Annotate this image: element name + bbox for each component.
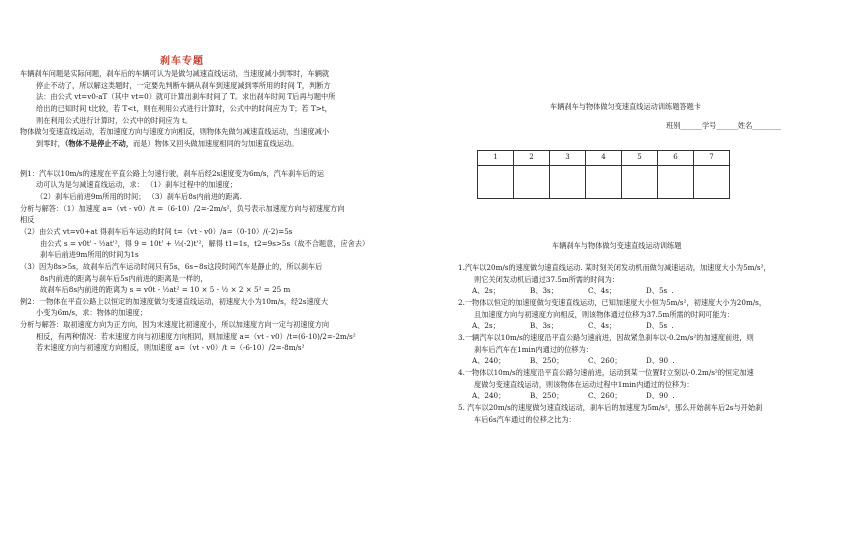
page-title: 刹车专题 bbox=[160, 56, 204, 67]
answer-cell bbox=[478, 166, 514, 199]
answer-cell bbox=[658, 166, 694, 199]
test-title: 车辆刹车与物体做匀变速直线运动训练题 bbox=[552, 241, 682, 250]
intro-line: 停止不动了，所以解这类题时，一定要先判断车辆从刹车到速度减到零所用的时间 T，判断方 bbox=[36, 80, 331, 90]
example1-line: 动可认为是匀减速直线运动，求： （1）刹车过程中的加速度； bbox=[36, 180, 237, 190]
student-info-line: 班别______学号______姓名________ bbox=[666, 121, 782, 130]
question-4 bbox=[458, 367, 838, 402]
option-d: D、5s . bbox=[646, 286, 674, 296]
answer-cell bbox=[550, 166, 586, 199]
answer-table-header-cell: 5 bbox=[622, 151, 658, 166]
question-line: 度做匀变速直线运动，则该物体在运动过程中1min内通过的位移为： bbox=[474, 379, 694, 389]
answer-card-title: 车辆刹车与物体做匀变速直线运动训练题答题卡 bbox=[550, 102, 701, 111]
solution1-line: 分析与解答：（1）加速度 a=（vt - v0）/t =（6-10）/2=-2m/s²，负号表示加速度方向与初速度方向 bbox=[20, 203, 345, 213]
answer-table-header-cell: 1 bbox=[478, 151, 514, 166]
answer-table-header-cell: 6 bbox=[658, 151, 694, 166]
question-line: 2.一物体以恒定的加速度做匀变速直线运动，已知加速度大小恒为5m/s²，初速度大小为20m/s， bbox=[458, 297, 767, 307]
option-d: D、90 . bbox=[646, 356, 675, 366]
intro2-line: 物体做匀变速直线运动，若加速度方向与速度方向相反，则物体先做匀减速直线运动，当速度减小 bbox=[20, 127, 330, 137]
question-line: 刹车后汽车在1min内通过的位移为： bbox=[474, 344, 593, 354]
option-c: C、260； bbox=[588, 356, 622, 366]
example2-line: 小变为6m/s，求：物体的加速度； bbox=[36, 308, 147, 318]
option-c: C、4s； bbox=[588, 286, 617, 296]
question-line: 1.汽车以20m/s的速度做匀速直线运动. 某时刻关闭发动机而做匀减速运动，加速度大小为5m/s²， bbox=[458, 263, 771, 272]
answer-table-header-cell: 4 bbox=[586, 151, 622, 166]
solution2-line: 相反，有两种情况：若末速度方向与初速度方向相同，则加速度 a=（vt - v0）/t=(6-10)/2=-2m/s² bbox=[36, 331, 356, 341]
example2-line: 例2：一物体在平直公路上以恒定的加速度做匀变速直线运动，初速度大小为10m/s，经2s速度大 bbox=[20, 296, 329, 306]
option-b: B、3s； bbox=[530, 321, 558, 331]
solution2-line: 分析与解答：取初速度方向为正方向，因为末速度比初速度小，所以加速度方向一定与初速度方向 bbox=[20, 320, 330, 330]
answer-table-header-row bbox=[478, 151, 730, 166]
solution1-line: 故刹车后8s内前进的距离为 s = v0t - ½at² = 10 × 5 - ½ × 2 × 5² = 25 m bbox=[40, 285, 291, 295]
answer-table-header-cell: 7 bbox=[694, 151, 730, 166]
intro-line: 给出的已知时间 t比较，若 T<t，则在利用公式进行计算时，公式中的时间应为 T；若 T>t， bbox=[36, 103, 332, 113]
option-b: B、3s； bbox=[530, 286, 558, 296]
question-options bbox=[458, 320, 838, 332]
example1-line: （2）刹车后前进9m所用的时间； （3）刹车后8s内前进的距离. bbox=[36, 191, 242, 201]
answer-table-header-cell: 3 bbox=[550, 151, 586, 166]
answer-cell bbox=[622, 166, 658, 199]
question-5 bbox=[458, 402, 838, 425]
question-line: 3.一辆汽车以10m/s的速度沿平直公路匀速前进，因故紧急刹车以-0.2m/s²的加速度前进，则 bbox=[458, 332, 754, 342]
question-3 bbox=[458, 332, 838, 367]
option-a: A、2s； bbox=[472, 286, 500, 296]
solution1-line: 由公式 s = v0t' - ½at'²，得 9 = 10t' + ½(-2)t'²，解得 t1=1s，t2=9s>5s（故不合题意，应舍去） bbox=[40, 238, 370, 248]
question-2 bbox=[458, 297, 838, 332]
option-a: A、240； bbox=[472, 391, 506, 401]
left-column bbox=[20, 68, 420, 354]
answer-cell bbox=[586, 166, 622, 199]
solution1-line: （3）因为8s>5s，故刹车后汽车运动时间只有5s，6s~8s这段时间汽车是静止的，所以刹车后 bbox=[20, 261, 323, 271]
solution2-line: 若末速度方向与初速度方向相反，则加速度 a=（vt - v0）/t =（-6-10）/2=-8m/s² bbox=[36, 343, 305, 353]
question-line: 则它关闭发动机后通过37.5m所需的时间为： bbox=[474, 274, 620, 284]
option-a: A、2s； bbox=[472, 321, 500, 331]
emphasis-text: （物体不是停止不动， bbox=[64, 138, 134, 148]
option-b: B、250； bbox=[530, 356, 564, 366]
intro2-line: 到零时，（物体不是停止不动，而是）物体又回头做加速度相同的匀加速直线运动。 bbox=[36, 138, 299, 148]
answer-table bbox=[477, 150, 730, 199]
option-c: C、260； bbox=[588, 391, 622, 401]
solution1-line: 相反 bbox=[20, 215, 35, 225]
question-1 bbox=[458, 262, 838, 297]
answer-cell bbox=[694, 166, 730, 199]
option-a: A、240； bbox=[472, 356, 506, 366]
example1-line: 例1：汽车以10m/s的速度在平直公路上匀速行驶，刹车后经2s速度变为6m/s，汽车刹车后的运 bbox=[20, 168, 324, 178]
question-line: 5. 汽车以20m/s的速度做匀速直线运动，刹车后的加速度为5m/s²，那么开始刹车后2s与开始刹 bbox=[458, 402, 763, 412]
intro-line: 法：由公式 vt=v0-aT（其中 vt=0）就可计算出刹车时间了 T。求出刹车时间 T后再与题中所 bbox=[36, 92, 336, 102]
intro-line: 则在利用公式进行计算时，公式中的时间应为 t。 bbox=[36, 115, 193, 125]
question-line: 4.一物体以10m/s的速度沿平直公路匀速前进，运动到某一位置时立刻以-0.2m/s²的恒定加速 bbox=[458, 367, 754, 377]
question-list bbox=[458, 262, 838, 425]
intro-line: 车辆刹车问题是实际问题，刹车后的车辆可认为是做匀减速直线运动，当速度减小到零时，车辆就 bbox=[20, 69, 330, 78]
solution1-line: 刹车后前进9m所用的时间为1s bbox=[40, 250, 139, 260]
answer-cell bbox=[514, 166, 550, 199]
question-options bbox=[458, 285, 838, 297]
option-d: D、5s . bbox=[646, 321, 674, 331]
question-line: 且加速度方向与初速度方向相反，则该物体通过位移为37.5m所需的时间可能为： bbox=[474, 309, 735, 319]
answer-table-answer-row bbox=[478, 166, 730, 199]
option-b: B、250； bbox=[530, 391, 564, 401]
solution1-line: 8s内前进的距离与刹车后5s内前进的距离是一样的， bbox=[40, 273, 208, 283]
answer-table-header-cell: 2 bbox=[514, 151, 550, 166]
option-d: D、90 . bbox=[646, 391, 675, 401]
solution1-line: （2）由公式 vt=v0+at 得刹车后车运动的时间 t=（vt - v0）/a=（0-10）/(-2)=5s bbox=[20, 226, 293, 236]
option-c: C、4s； bbox=[588, 321, 617, 331]
question-options bbox=[458, 390, 838, 402]
question-line: 车后6s汽车通过的位移之比为： bbox=[474, 414, 576, 424]
question-options bbox=[458, 355, 838, 367]
